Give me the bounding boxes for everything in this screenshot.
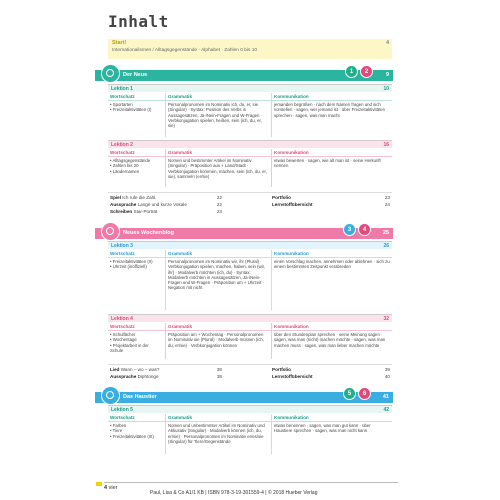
lesson-5-header[interactable] [108, 405, 392, 413]
lesson-2-grammatik: Nomen und bestimmter Artikel im Nominativ (Singular) · Präposition aus + Land/Stadt · Verbkonjugation kommen, machen, sein (ich, du, er, sie), sammeln (er/sie) [168, 158, 267, 179]
footer-accent [96, 482, 102, 486]
lesson-5-kommunikation: etwas benennen · sagen, was man gut kann · über Haustiere sprechen · sagen, was man nicht kann [274, 423, 371, 434]
footer-page-number: 4 vier [104, 485, 118, 491]
extra-lied[interactable]: Lied Wann – wo – was? 38 [110, 367, 222, 372]
start-label: Start! [112, 40, 127, 46]
col-wortschatz: Wortschatz [110, 251, 135, 256]
person-head-icon [101, 64, 120, 83]
unit-badge-5: 5 [343, 387, 356, 400]
extra-lernstoff[interactable]: Lernstoffübersicht 24 [272, 202, 390, 207]
lesson-4-header[interactable] [108, 314, 392, 322]
lesson-5-wortschatz: • Farben • Tiere • Freizeitaktivitäten (III) [110, 423, 154, 439]
col-kommunikation: Kommunikation [274, 251, 309, 256]
col-kommunikation: Kommunikation [274, 94, 309, 99]
lesson-2-header[interactable] [108, 140, 392, 148]
extra-aussprache-2[interactable]: Aussprache Diphtonge 38 [110, 374, 222, 379]
col-wortschatz: Wortschatz [110, 324, 135, 329]
col-grammatik: Grammatik [168, 150, 193, 155]
lesson-4-kommunikation: über den Stundenplan sprechen · seine Meinung sagen · sagen, was man (nicht) machen möchte · sagen, was man machen muss · sagen, was man lieber machen möchte [274, 332, 386, 348]
unit-badge-6: 6 [358, 387, 371, 400]
unit-badge-1: 1 [345, 65, 358, 78]
lesson-1-grammatik: Personalpronomen im Nominativ ich, du, er, sie (Singular) · Syntax: Position des Verbs in Aussagesätzen, Ja-/Nein-Fragen und W-Fragen · Verbkonjugation spielen, heißen, sein (ich, du, er, sie) [168, 102, 263, 129]
start-unit[interactable] [108, 39, 392, 59]
col-kommunikation: Kommunikation [274, 415, 309, 420]
lesson-3-kommunikation: einen Vorschlag machen, annehmen oder ablehnen · sich zu einem bestimmten Zeitpunkt verabreden [274, 259, 390, 270]
clock-icon [101, 222, 120, 241]
col-grammatik: Grammatik [168, 324, 193, 329]
unit-2-page: 25 [382, 230, 389, 236]
lesson-3-grammatik: Personalpronomen im Nominativ wir, ihr (Plural) · Verbkonjugation spielen, machen, haben, sein (wir, ihr) · Modalverb möchten (ich, du) · Syntax: Modalverb möchten in Aussagesätzen, Ja-/Nein-Fragen und W-Fragen · Präposition um + Uhrzeit · Negation mit nicht [168, 259, 265, 291]
lesson-3-page: 26 [383, 243, 389, 249]
col-wortschatz: Wortschatz [110, 415, 135, 420]
footer-publisher: Paul, Lisa & Co A1/1 KB | ISBN 978-3-19-301559-4 | © 2018 Hueber Verlag [150, 490, 318, 496]
unit-badge-3: 3 [343, 223, 356, 236]
lesson-4-page: 32 [383, 316, 389, 322]
lesson-4-title: Lektion 4 [111, 316, 133, 322]
extra-schreiben[interactable]: Schreiben Star-Porträt 23 [110, 209, 222, 214]
lesson-3-title: Lektion 3 [111, 243, 133, 249]
col-kommunikation: Kommunikation [274, 150, 309, 155]
start-subtitle: Internationalismen / Alltagsgegenstände · Alphabet · Zahlen 0 bis 10 [112, 48, 258, 53]
unit-1-page: 9 [385, 72, 389, 78]
lesson-5-grammatik: Nomen und unbestimmter Artikel im Nominativ und Akkusativ (Singular) · Modalverb können (ich, du, er/sie) · Personalpronomen im Nominativ er/es/sie (Singular) für Tiere/Gegenstände [168, 423, 265, 444]
lesson-1-kommunikation: jemanden begrüßen · nach dem Namen fragen und sich vorstellen · sagen, wer jemand ist · über Freizeitaktivitäten sprechen · sagen, was man macht [274, 102, 386, 118]
lesson-5-title: Lektion 5 [111, 407, 133, 413]
col-wortschatz: Wortschatz [110, 150, 135, 155]
lesson-2-wortschatz: • Alltagsgegenstände • Zahlen bis 20 • Ländernamen [110, 158, 151, 174]
paw-icon [101, 386, 120, 405]
lesson-3-header[interactable] [108, 241, 392, 249]
lesson-4-wortschatz: • Schulfächer • Wochentage • Projektarbeit in der Schule [110, 332, 149, 353]
lesson-1-header[interactable] [108, 84, 392, 92]
lesson-1-wortschatz: • Sportarten • Freizeitaktivitäten (I) [110, 102, 152, 113]
start-page: 4 [385, 40, 389, 46]
lesson-5-page: 42 [383, 407, 389, 413]
unit-badge-4: 4 [358, 223, 371, 236]
unit-badge-2: 2 [360, 65, 373, 78]
footer-divider [104, 482, 398, 483]
lesson-2-page: 16 [383, 142, 389, 148]
lesson-3-wortschatz: • Freizeitaktivitäten (II) • Uhrzeit (inoffiziell) [110, 259, 153, 270]
extra-lernstoff-2[interactable]: Lernstoffübersicht 40 [272, 374, 390, 379]
lesson-1-title: Lektion 1 [111, 86, 133, 92]
extra-aussprache[interactable]: Aussprache Lange und kurze Vokale 22 [110, 202, 222, 207]
col-grammatik: Grammatik [168, 415, 193, 420]
extra-spiel[interactable]: Spiel Ich rufe die Zahl. 22 [110, 195, 222, 200]
col-grammatik: Grammatik [168, 251, 193, 256]
col-kommunikation: Kommunikation [274, 324, 309, 329]
col-grammatik: Grammatik [168, 94, 193, 99]
col-wortschatz: Wortschatz [110, 94, 135, 99]
unit-3-name: Das Haustier [123, 394, 157, 400]
extra-portfolio-2[interactable]: Portfolio 39 [272, 367, 390, 372]
unit-3-page: 41 [382, 394, 389, 400]
page-title: Inhalt [108, 12, 169, 31]
unit-1-name: Der Neue [123, 72, 148, 78]
lesson-2-title: Lektion 2 [111, 142, 133, 148]
unit-2-name: Neues Wochenblog [123, 230, 174, 236]
extra-portfolio[interactable]: Portfolio 23 [272, 195, 390, 200]
lesson-4-grammatik: Präposition am + Wochentag · Personalpronomen im Nominativ sie (Plural) · Modalverb müssen (ich, du, er/sie) · Verbkonjugation können [168, 332, 264, 348]
lesson-1-page: 10 [383, 86, 389, 92]
lesson-2-kommunikation: etwas bewerten · sagen, wie alt man ist · seine Herkunft nennen [274, 158, 381, 169]
